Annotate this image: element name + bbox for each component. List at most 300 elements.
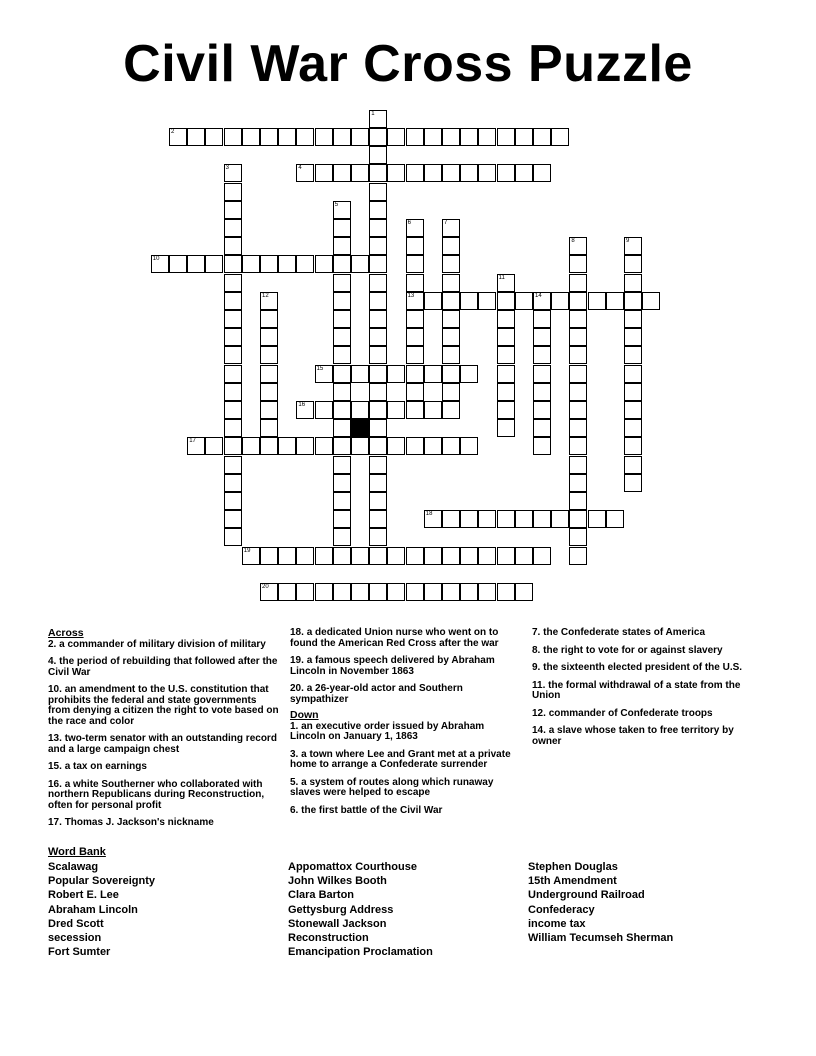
grid-cell[interactable] bbox=[497, 383, 515, 401]
grid-cell[interactable] bbox=[478, 128, 496, 146]
grid-cell[interactable] bbox=[369, 328, 387, 346]
grid-cell[interactable] bbox=[333, 274, 351, 292]
grid-cell[interactable] bbox=[606, 292, 624, 310]
grid-cell[interactable] bbox=[369, 474, 387, 492]
word-bank-item: Underground Railroad bbox=[528, 889, 645, 902]
grid-cell[interactable] bbox=[569, 310, 587, 328]
grid-cell[interactable] bbox=[569, 274, 587, 292]
grid-cell[interactable] bbox=[187, 128, 205, 146]
grid-cell[interactable] bbox=[569, 383, 587, 401]
grid-cell[interactable] bbox=[315, 583, 333, 601]
grid-cell[interactable] bbox=[387, 401, 405, 419]
grid-cell[interactable] bbox=[624, 383, 642, 401]
grid-cell[interactable] bbox=[224, 219, 242, 237]
grid-cell[interactable] bbox=[497, 510, 515, 528]
grid-cell[interactable] bbox=[497, 274, 515, 292]
clue-number-label: 20. bbox=[290, 683, 307, 694]
grid-cell[interactable] bbox=[351, 365, 369, 383]
grid-cell[interactable] bbox=[333, 164, 351, 182]
grid-cell[interactable] bbox=[533, 401, 551, 419]
grid-cell[interactable] bbox=[260, 383, 278, 401]
grid-cell[interactable] bbox=[224, 128, 242, 146]
grid-cell[interactable] bbox=[224, 456, 242, 474]
grid-cell[interactable] bbox=[224, 528, 242, 546]
grid-cell[interactable] bbox=[351, 128, 369, 146]
grid-cell[interactable] bbox=[351, 437, 369, 455]
grid-cell[interactable] bbox=[369, 346, 387, 364]
grid-cell[interactable] bbox=[224, 164, 242, 182]
grid-cell[interactable] bbox=[387, 547, 405, 565]
grid-cell[interactable] bbox=[460, 583, 478, 601]
grid-cell[interactable] bbox=[624, 292, 642, 310]
grid-cell[interactable] bbox=[406, 255, 424, 273]
grid-cell[interactable] bbox=[442, 255, 460, 273]
grid-cell[interactable] bbox=[351, 401, 369, 419]
grid-cell[interactable] bbox=[424, 437, 442, 455]
grid-cell[interactable] bbox=[569, 401, 587, 419]
grid-cell[interactable] bbox=[442, 365, 460, 383]
grid-cell[interactable] bbox=[296, 583, 314, 601]
grid-cell[interactable] bbox=[406, 164, 424, 182]
grid-cell[interactable] bbox=[624, 274, 642, 292]
grid-cell[interactable] bbox=[351, 583, 369, 601]
grid-cell[interactable] bbox=[333, 401, 351, 419]
grid-cell[interactable] bbox=[460, 365, 478, 383]
grid-cell[interactable] bbox=[260, 365, 278, 383]
grid-cell[interactable] bbox=[369, 146, 387, 164]
grid-cell[interactable] bbox=[424, 510, 442, 528]
word-bank-item: Reconstruction bbox=[288, 932, 369, 945]
grid-cell[interactable] bbox=[569, 328, 587, 346]
grid-cell[interactable] bbox=[260, 419, 278, 437]
grid-cell[interactable] bbox=[442, 328, 460, 346]
clue-number: 13 bbox=[407, 292, 415, 299]
grid-cell[interactable] bbox=[369, 292, 387, 310]
grid-cell[interactable] bbox=[224, 401, 242, 419]
grid-cell[interactable] bbox=[533, 310, 551, 328]
grid-cell[interactable] bbox=[406, 292, 424, 310]
grid-cell[interactable] bbox=[406, 437, 424, 455]
grid-cell[interactable] bbox=[315, 128, 333, 146]
grid-cell[interactable] bbox=[515, 510, 533, 528]
grid-cell[interactable] bbox=[242, 547, 260, 565]
grid-cell[interactable] bbox=[606, 510, 624, 528]
grid-cell[interactable] bbox=[406, 383, 424, 401]
grid-cell[interactable] bbox=[369, 128, 387, 146]
grid-cell[interactable] bbox=[369, 201, 387, 219]
grid-cell[interactable] bbox=[224, 365, 242, 383]
grid-cell[interactable] bbox=[624, 328, 642, 346]
grid-cell[interactable] bbox=[442, 164, 460, 182]
grid-cell[interactable] bbox=[624, 346, 642, 364]
grid-cell[interactable] bbox=[406, 128, 424, 146]
clue-text: a system of routes along which runaway slaves were helped to escape bbox=[290, 776, 494, 798]
grid-cell[interactable] bbox=[387, 365, 405, 383]
grid-cell[interactable] bbox=[224, 437, 242, 455]
grid-cell[interactable] bbox=[169, 255, 187, 273]
grid-cell[interactable] bbox=[569, 419, 587, 437]
grid-cell[interactable] bbox=[588, 510, 606, 528]
grid-cell[interactable] bbox=[533, 383, 551, 401]
grid-cell[interactable] bbox=[296, 164, 314, 182]
grid-cell[interactable] bbox=[333, 237, 351, 255]
grid-cell[interactable] bbox=[224, 328, 242, 346]
grid-cell[interactable] bbox=[224, 474, 242, 492]
grid-cell[interactable] bbox=[497, 128, 515, 146]
grid-cell[interactable] bbox=[387, 128, 405, 146]
grid-cell[interactable] bbox=[369, 492, 387, 510]
grid-cell[interactable] bbox=[369, 237, 387, 255]
grid-cell[interactable] bbox=[460, 510, 478, 528]
grid-cell[interactable] bbox=[569, 492, 587, 510]
grid-cell[interactable] bbox=[569, 292, 587, 310]
grid-cell[interactable] bbox=[406, 274, 424, 292]
grid-cell[interactable] bbox=[296, 255, 314, 273]
grid-cell[interactable] bbox=[187, 437, 205, 455]
grid-cell[interactable] bbox=[333, 128, 351, 146]
grid-cell[interactable] bbox=[333, 474, 351, 492]
grid-cell[interactable] bbox=[315, 437, 333, 455]
grid-cell[interactable] bbox=[424, 128, 442, 146]
grid-cell[interactable] bbox=[351, 547, 369, 565]
clue-number: 11 bbox=[498, 274, 505, 281]
clue-text: the Confederate states of America bbox=[543, 627, 706, 638]
grid-cell[interactable] bbox=[333, 310, 351, 328]
grid-cell[interactable] bbox=[369, 583, 387, 601]
grid-cell[interactable] bbox=[533, 419, 551, 437]
grid-cell[interactable] bbox=[533, 510, 551, 528]
grid-cell[interactable] bbox=[624, 237, 642, 255]
clue-text: a tax on earnings bbox=[64, 761, 147, 772]
grid-cell[interactable] bbox=[224, 292, 242, 310]
grid-cell[interactable] bbox=[369, 401, 387, 419]
grid-cell[interactable] bbox=[569, 237, 587, 255]
grid-cell[interactable] bbox=[369, 110, 387, 128]
grid-cell[interactable] bbox=[497, 310, 515, 328]
grid-cell[interactable] bbox=[533, 328, 551, 346]
grid-cell[interactable] bbox=[624, 437, 642, 455]
grid-cell[interactable] bbox=[351, 255, 369, 273]
clue-number: 1 bbox=[371, 110, 375, 117]
grid-cell[interactable] bbox=[642, 292, 660, 310]
grid-cell[interactable] bbox=[569, 547, 587, 565]
grid-cell[interactable] bbox=[224, 310, 242, 328]
grid-cell[interactable] bbox=[569, 474, 587, 492]
clue-text: a dedicated Union nurse who went on to found the American Red Cross after the war bbox=[290, 627, 499, 649]
grid-cell[interactable] bbox=[624, 474, 642, 492]
grid-cell[interactable] bbox=[224, 183, 242, 201]
word-bank-item: income tax bbox=[528, 917, 586, 930]
clue-number-label: 14. bbox=[532, 725, 549, 736]
grid-cell[interactable] bbox=[424, 292, 442, 310]
grid-cell[interactable] bbox=[588, 292, 606, 310]
grid-cell[interactable] bbox=[478, 510, 496, 528]
grid-cell[interactable] bbox=[278, 547, 296, 565]
grid-cell[interactable] bbox=[333, 456, 351, 474]
grid-cell[interactable] bbox=[569, 437, 587, 455]
grid-cell[interactable] bbox=[278, 255, 296, 273]
grid-cell[interactable] bbox=[369, 456, 387, 474]
grid-cell[interactable] bbox=[442, 219, 460, 237]
grid-cell[interactable] bbox=[497, 346, 515, 364]
grid-cell[interactable] bbox=[442, 547, 460, 565]
grid-cell[interactable] bbox=[260, 255, 278, 273]
grid-cell[interactable] bbox=[442, 383, 460, 401]
clue-number: 5 bbox=[334, 201, 339, 208]
grid-cell[interactable] bbox=[224, 492, 242, 510]
grid-cell[interactable] bbox=[333, 255, 351, 273]
grid-cell[interactable] bbox=[333, 583, 351, 601]
grid-cell[interactable] bbox=[533, 346, 551, 364]
grid-cell[interactable] bbox=[315, 365, 333, 383]
grid-cell[interactable] bbox=[624, 310, 642, 328]
grid-cell[interactable] bbox=[442, 310, 460, 328]
grid-cell[interactable] bbox=[424, 547, 442, 565]
grid-cell[interactable] bbox=[624, 456, 642, 474]
grid-cell[interactable] bbox=[260, 401, 278, 419]
grid-cell[interactable] bbox=[551, 128, 569, 146]
word-bank-item: Gettysburg Address bbox=[288, 903, 394, 916]
grid-cell[interactable] bbox=[169, 128, 187, 146]
grid-cell[interactable] bbox=[387, 164, 405, 182]
grid-cell[interactable] bbox=[478, 583, 496, 601]
grid-cell[interactable] bbox=[224, 419, 242, 437]
grid-cell[interactable] bbox=[460, 128, 478, 146]
grid-cell[interactable] bbox=[296, 128, 314, 146]
clue-text: an executive order issued by Abraham Lincoln on January 1, 1863 bbox=[290, 720, 485, 742]
grid-cell[interactable] bbox=[351, 164, 369, 182]
grid-cell[interactable] bbox=[224, 201, 242, 219]
grid-cell[interactable] bbox=[460, 547, 478, 565]
grid-cell[interactable] bbox=[478, 292, 496, 310]
grid-cell[interactable] bbox=[333, 292, 351, 310]
across-heading: Across bbox=[48, 627, 84, 639]
grid-cell[interactable] bbox=[296, 547, 314, 565]
clue-item bbox=[48, 780, 280, 812]
grid-cell[interactable] bbox=[551, 292, 569, 310]
grid-cell[interactable] bbox=[260, 583, 278, 601]
grid-cell[interactable] bbox=[387, 583, 405, 601]
grid-cell[interactable] bbox=[442, 274, 460, 292]
grid-cell[interactable] bbox=[442, 437, 460, 455]
grid-cell[interactable] bbox=[460, 164, 478, 182]
grid-cell[interactable] bbox=[515, 547, 533, 565]
grid-cell[interactable] bbox=[569, 365, 587, 383]
grid-cell[interactable] bbox=[424, 164, 442, 182]
grid-cell[interactable] bbox=[369, 164, 387, 182]
grid-cell[interactable] bbox=[624, 419, 642, 437]
clue-item bbox=[290, 656, 522, 677]
grid-cell[interactable] bbox=[515, 583, 533, 601]
grid-cell[interactable] bbox=[442, 583, 460, 601]
grid-cell[interactable] bbox=[478, 164, 496, 182]
grid-cell[interactable] bbox=[369, 547, 387, 565]
grid-cell[interactable] bbox=[333, 492, 351, 510]
grid-cell[interactable] bbox=[406, 346, 424, 364]
grid-cell[interactable] bbox=[333, 510, 351, 528]
grid-cell[interactable] bbox=[315, 401, 333, 419]
clue-number: 18 bbox=[425, 511, 433, 518]
grid-cell[interactable] bbox=[369, 383, 387, 401]
grid-cell[interactable] bbox=[278, 128, 296, 146]
clue-item bbox=[48, 762, 280, 773]
grid-cell[interactable] bbox=[315, 547, 333, 565]
grid-cell[interactable] bbox=[278, 437, 296, 455]
grid-cell[interactable] bbox=[406, 547, 424, 565]
grid-cell[interactable] bbox=[333, 346, 351, 364]
grid-cell[interactable] bbox=[296, 437, 314, 455]
grid-cell[interactable] bbox=[460, 437, 478, 455]
grid-cell[interactable] bbox=[260, 437, 278, 455]
clue-item bbox=[290, 684, 522, 705]
grid-cell[interactable] bbox=[369, 183, 387, 201]
grid-cell[interactable] bbox=[497, 164, 515, 182]
grid-cell[interactable] bbox=[442, 346, 460, 364]
grid-cell[interactable] bbox=[424, 583, 442, 601]
grid-cell[interactable] bbox=[533, 292, 551, 310]
grid-cell[interactable] bbox=[333, 201, 351, 219]
grid-cell[interactable] bbox=[624, 365, 642, 383]
grid-cell[interactable] bbox=[260, 292, 278, 310]
grid-cell[interactable] bbox=[569, 528, 587, 546]
grid-cell[interactable] bbox=[333, 437, 351, 455]
grid-cell[interactable] bbox=[442, 401, 460, 419]
grid-cell[interactable] bbox=[260, 328, 278, 346]
grid-cell[interactable] bbox=[333, 219, 351, 237]
grid-cell[interactable] bbox=[624, 255, 642, 273]
grid-cell[interactable] bbox=[224, 510, 242, 528]
word-bank-item: 15th Amendment bbox=[528, 875, 617, 888]
grid-cell[interactable] bbox=[515, 128, 533, 146]
word-bank-column-1 bbox=[48, 860, 155, 959]
grid-cell[interactable] bbox=[442, 237, 460, 255]
grid-cell[interactable] bbox=[224, 274, 242, 292]
clue-number-label: 6. bbox=[290, 804, 302, 816]
grid-cell[interactable] bbox=[369, 255, 387, 273]
grid-cell[interactable] bbox=[369, 365, 387, 383]
grid-cell[interactable] bbox=[260, 310, 278, 328]
grid-cell[interactable] bbox=[497, 547, 515, 565]
grid-cell[interactable] bbox=[533, 128, 551, 146]
grid-cell[interactable] bbox=[624, 401, 642, 419]
grid-cell[interactable] bbox=[515, 292, 533, 310]
grid-cell[interactable] bbox=[569, 346, 587, 364]
grid-cell[interactable] bbox=[406, 365, 424, 383]
grid-cell[interactable] bbox=[387, 437, 405, 455]
grid-cell[interactable] bbox=[333, 365, 351, 383]
grid-cell[interactable] bbox=[515, 164, 533, 182]
grid-cell[interactable] bbox=[369, 219, 387, 237]
clue-number-label: 18. bbox=[290, 627, 307, 638]
grid-cell[interactable] bbox=[478, 547, 496, 565]
grid-cell[interactable] bbox=[224, 383, 242, 401]
clue-text: the period of rebuilding that followed after the Civil War bbox=[48, 656, 278, 678]
grid-cell[interactable] bbox=[406, 401, 424, 419]
grid-cell[interactable] bbox=[242, 255, 260, 273]
grid-cell[interactable] bbox=[406, 237, 424, 255]
grid-cell[interactable] bbox=[224, 237, 242, 255]
grid-cell[interactable] bbox=[442, 510, 460, 528]
grid-cell[interactable] bbox=[406, 310, 424, 328]
grid-cell[interactable] bbox=[333, 419, 351, 437]
grid-cell[interactable] bbox=[497, 401, 515, 419]
grid-cell[interactable] bbox=[424, 365, 442, 383]
clue-item bbox=[532, 628, 764, 639]
clue-number-label: 15. bbox=[48, 761, 65, 772]
grid-cell[interactable] bbox=[205, 255, 223, 273]
grid-cell[interactable] bbox=[333, 328, 351, 346]
grid-cell[interactable] bbox=[369, 528, 387, 546]
grid-cell[interactable] bbox=[533, 547, 551, 565]
grid-cell[interactable] bbox=[460, 292, 478, 310]
word-bank-column-2 bbox=[288, 860, 433, 959]
grid-cell[interactable] bbox=[369, 437, 387, 455]
grid-cell[interactable] bbox=[333, 383, 351, 401]
grid-cell[interactable] bbox=[260, 128, 278, 146]
grid-cell[interactable] bbox=[497, 583, 515, 601]
clue-text: a town where Lee and Grant met at a private home to arrange a Confederate surrender bbox=[290, 748, 511, 770]
clue-number: 7 bbox=[444, 220, 448, 226]
grid-cell[interactable] bbox=[315, 255, 333, 273]
grid-cell[interactable] bbox=[533, 437, 551, 455]
grid-cell[interactable] bbox=[497, 292, 515, 310]
grid-cell[interactable] bbox=[224, 255, 242, 273]
grid-cell[interactable] bbox=[369, 419, 387, 437]
grid-cell[interactable] bbox=[533, 365, 551, 383]
grid-cell[interactable] bbox=[205, 437, 223, 455]
clue-number-label: 12. bbox=[532, 707, 549, 719]
grid-cell[interactable] bbox=[205, 128, 223, 146]
grid-cell[interactable] bbox=[406, 219, 424, 237]
grid-cell[interactable] bbox=[497, 328, 515, 346]
grid-cell[interactable] bbox=[533, 164, 551, 182]
grid-cell[interactable] bbox=[406, 328, 424, 346]
grid-cell[interactable] bbox=[424, 401, 442, 419]
grid-cell[interactable] bbox=[442, 128, 460, 146]
grid-cell[interactable] bbox=[497, 365, 515, 383]
grid-cell[interactable] bbox=[260, 547, 278, 565]
grid-cell[interactable] bbox=[224, 346, 242, 364]
grid-cell[interactable] bbox=[260, 346, 278, 364]
grid-cell[interactable] bbox=[569, 510, 587, 528]
clue-number-label: 3. bbox=[290, 748, 302, 760]
grid-cell[interactable] bbox=[333, 528, 351, 546]
grid-cell[interactable] bbox=[369, 274, 387, 292]
clue-number-label: 17. bbox=[48, 817, 65, 828]
clue-item bbox=[290, 750, 522, 771]
grid-cell[interactable] bbox=[278, 583, 296, 601]
word-bank-item: Abraham Lincoln bbox=[48, 903, 138, 916]
grid-cell[interactable] bbox=[369, 310, 387, 328]
grid-cell[interactable] bbox=[242, 128, 260, 146]
grid-cell[interactable] bbox=[497, 419, 515, 437]
grid-cell[interactable] bbox=[296, 401, 314, 419]
grid-cell[interactable] bbox=[569, 255, 587, 273]
word-bank-item: Appomattox Courthouse bbox=[288, 861, 417, 873]
grid-cell[interactable] bbox=[242, 437, 260, 455]
grid-cell[interactable] bbox=[151, 255, 169, 273]
grid-cell[interactable] bbox=[187, 255, 205, 273]
grid-cell[interactable] bbox=[315, 164, 333, 182]
grid-cell[interactable] bbox=[551, 510, 569, 528]
grid-cell[interactable] bbox=[333, 547, 351, 565]
grid-cell[interactable] bbox=[406, 583, 424, 601]
clue-text: a white Southerner who collaborated with northern Republicans during Reconstruction, often for personal profit bbox=[48, 778, 265, 811]
grid-cell[interactable] bbox=[442, 292, 460, 310]
grid-cell[interactable] bbox=[369, 510, 387, 528]
word-bank-item: Confederacy bbox=[528, 903, 595, 916]
grid-cell[interactable] bbox=[569, 456, 587, 474]
